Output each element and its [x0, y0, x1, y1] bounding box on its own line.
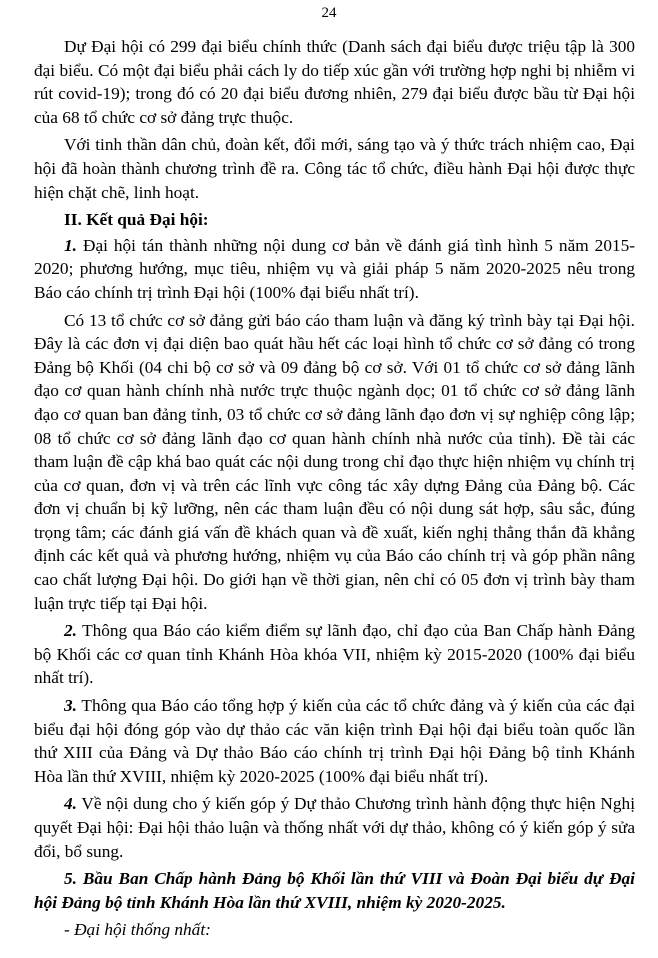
item-number: 2. [64, 621, 77, 641]
item-text: Thông qua Báo cáo kiểm điểm sự lãnh đạo, chỉ đạo của Ban Chấp hành Đảng bộ Khối các cơ quan tỉnh Khánh Hòa khóa VII, nhiệm kỳ 2015-2020 (100% đại biểu nhất trí). [34, 621, 635, 688]
document-body [34, 35, 635, 942]
paragraph-spirit: Với tinh thần dân chủ, đoàn kết, đổi mới, sáng tạo và ý thức trách nhiệm cao, Đại hội đã hoàn thành chương trình đề ra. Công tác tổ chức, điều hành Đại hội được thực hiện chặt chẽ, linh hoạt. [34, 135, 635, 202]
dash-line: - Đại hội thống nhất: [64, 920, 211, 940]
item-number: 1. [64, 235, 77, 255]
result-item-4 [34, 792, 635, 863]
item-number: 4. [64, 794, 77, 814]
result-item-3 [34, 694, 635, 788]
item-text: Thông qua Báo cáo tổng hợp ý kiến của các tổ chức đảng và ý kiến của các đại biểu đại hội đóng góp vào dự thảo các văn kiện trình Đại hội đại biểu toàn quốc lần thứ XIII của Đảng và Dự thảo Báo cáo chính trị trình Đại hội Đảng bộ tỉnh Khánh Hòa lần thứ XVIII, nhiệm kỳ 2020-2025 (100% đại biểu nhất trí). [34, 696, 635, 786]
result-item-1 [34, 234, 635, 305]
page-number: 24 [321, 5, 337, 21]
item-text: Về nội dung cho ý kiến góp ý Dự thảo Chương trình hành động thực hiện Nghị quyết Đại hội: Đại hội thảo luận và thống nhất với dự thảo, không có ý kiến góp ý sửa đổi, bổ sung. [34, 794, 635, 861]
item-text: Đại hội tán thành những nội dung cơ bản về đánh giá tình hình 5 năm 2015-2020; phương hướng, mục tiêu, nhiệm vụ và giải pháp 5 năm 2020-2025 nêu trong Báo cáo chính trị trình Đại hội (100% đại biểu nhất trí). [34, 235, 635, 302]
result-item-5-heading: 5. Bầu Ban Chấp hành Đảng bộ Khối lần thứ VIII và Đoàn Đại biểu dự Đại hội Đảng bộ tỉnh Khánh Hòa lần thứ XVIII, nhiệm kỳ 2020-2025. [34, 869, 635, 912]
paragraph-presentations: Có 13 tổ chức cơ sở đảng gửi báo cáo tham luận và đăng ký trình bày tại Đại hội. Đây là các đơn vị đại diện bao quát hầu hết các loại hình tổ chức cơ sở đảng có trong Đảng bộ Khối (04 chi bộ cơ sở và 09 đảng bộ cơ sở. Với 01 tổ chức cơ sở đảng lãnh đạo cơ quan hành chính nhà nước trực thuộc ngành dọc; 01 tổ chức cơ sở đảng lãnh đạo cơ quan ban đảng tỉnh, 03 tổ chức cơ sở đảng lãnh đạo đơn vị sự nghiệp công lập; 08 tổ chức cơ sở đảng lãnh đạo cơ quan hành chính nhà nước của tỉnh). Đề tài các tham luận đề cập khá bao quát các nội dung trong chỉ đạo thực hiện nhiệm vụ chính trị của cơ quan, đơn vị và trên các lĩnh vực công tác xây dựng Đảng của Đảng bộ. Các đơn vị chuẩn bị kỹ lưỡng, nên các tham luận đều có nội dung sát hợp, sâu sắc, đúng trọng tâm; các đánh giá vấn đề khách quan và đề xuất, kiến nghị thẳng thắn đã khẳng định các kết quả và phương hướng, nhiệm vụ của Báo cáo chính trị và góp phần nâng cao chất lượng Đại hội. Do giới hạn về thời gian, nên chỉ có 05 đơn vị trình bày tham luận trực tiếp tại Đại hội. [34, 310, 635, 613]
paragraph-delegates: Dự Đại hội có 299 đại biểu chính thức (Danh sách đại biểu được triệu tập là 300 đại biểu. Có một đại biểu phải cách ly do tiếp xúc gần với trường hợp nghi bị nhiễm vi rút covid-19); trong đó có 20 đại biểu đương nhiên, 279 đại biểu được bầu từ Đại hội của 68 tổ chức cơ sở đảng trực thuộc. [34, 37, 635, 127]
section-heading-results: II. Kết quả Đại hội: [64, 210, 209, 230]
item-number: 3. [64, 696, 77, 716]
result-item-2 [34, 619, 635, 690]
